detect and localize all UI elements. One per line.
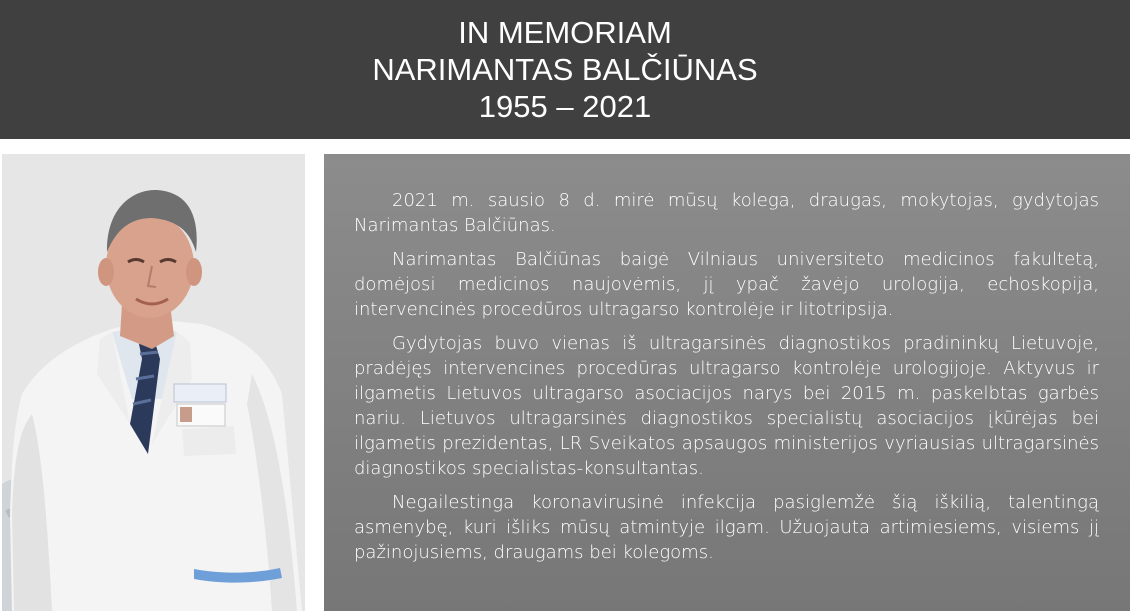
header-title: IN MEMORIAM	[458, 15, 672, 50]
memorial-header	[0, 0, 1130, 139]
memorial-text-panel	[324, 154, 1130, 611]
paragraph-1: 2021 m. sausio 8 d. mirė mūsų kolega, draugas, mokytojas, gydytojas Narimantas Balčiūnas.	[354, 190, 1099, 236]
portrait-photo	[2, 154, 305, 611]
portrait-illustration	[2, 154, 305, 611]
paragraph-2: Narimantas Balčiūnas baigė Vilniaus universiteto medicinos fakultetą, domėjosi medicinos naujovėmis, jį ypač žavėjo urologija, echoskopija, intervencinės procedūros ultragarso kontrolėje ir litotripsija.	[354, 249, 1099, 320]
header-years: 1955 – 2021	[478, 89, 652, 124]
paragraph-3: Gydytojas buvo vienas iš ultragarsinės diagnostikos pradininkų Lietuvoje, pradėjęs intervencines procedūras ultragarso kontrolėje urologijoje. Aktyvus ir ilgametis Lietuvos ultragarso asociacijos narys bei 2015 m. paskelbtas garbės nariu. Lietuvos ultragarsinės diagnostikos specialistų asociacijos įkūrėjas bei ilgametis prezidentas, LR Sveikatos apsaugos ministerijos vyriausias ultragarsinės diagnostikos specialistas-konsultantas.	[354, 333, 1099, 479]
header-name: NARIMANTAS BALČIŪNAS	[372, 52, 758, 87]
paragraph-4: Negailestinga koronavirusinė infekcija pasiglemžė šią iškilią, talentingą asmenybę, kuri išliks mūsų atmintyje ilgam. Užuojauta artimiesiems, visiems jį pažinojusiems, draugams bei kolegoms.	[354, 492, 1099, 563]
